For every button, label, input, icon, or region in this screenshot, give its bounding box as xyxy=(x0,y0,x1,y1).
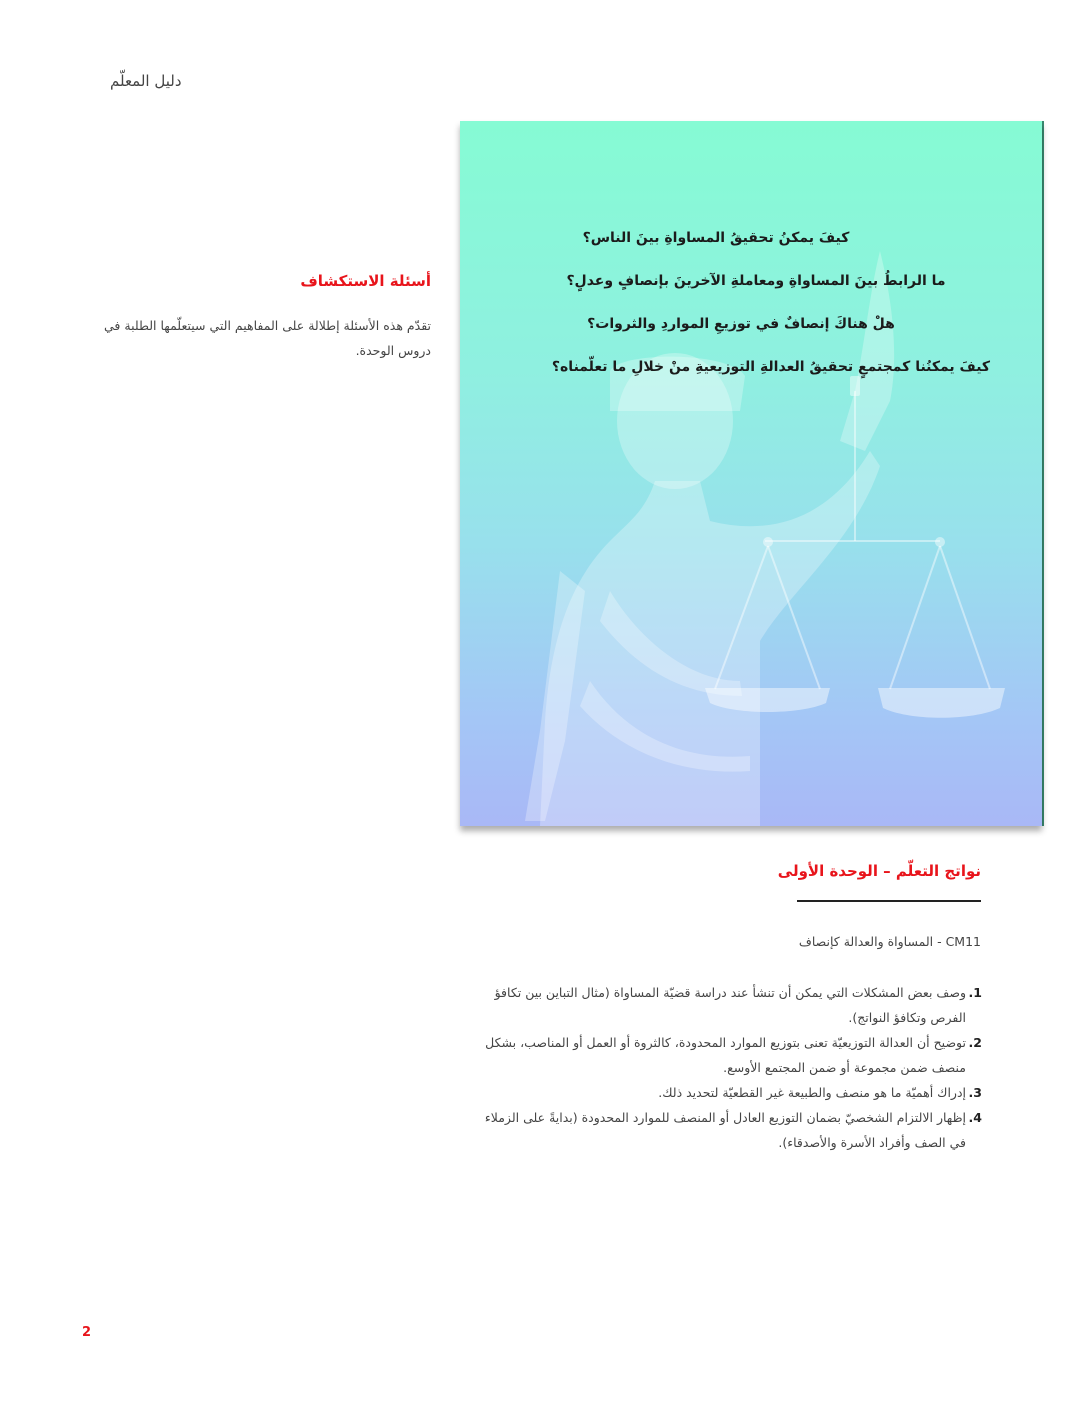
outcomes-title: نواتج التعلّم – الوحدة الأولى xyxy=(777,862,981,880)
item-number: 4. xyxy=(968,1110,982,1125)
item-text: إدراك أهميّة ما هو منصف والطبيعة غير القطعيّة لتحديد ذلك. xyxy=(658,1085,966,1100)
list-item xyxy=(466,1105,982,1155)
list-item xyxy=(466,980,982,1030)
header-title: دليل المعلّم xyxy=(110,72,182,90)
outcomes-list xyxy=(466,980,982,1155)
question-2: ما الرابطُ بينَ المساواةِ ومعاملةِ الآخرينَ بإنصافٍ وعدلٍ؟ xyxy=(566,273,946,289)
question-3: هلْ هناكَ إنصافٌ في توزيعِ المواردِ والثروات؟ xyxy=(587,316,895,332)
outcome-code-line: CM11 - المساواة والعدالة كإنصاف xyxy=(798,934,981,949)
exploration-title: أسئلة الاستكشاف xyxy=(300,272,431,290)
exploration-description: تقدّم هذه الأسئلة إطلالة على المفاهيم التي سيتعلّمها الطلبة في دروس الوحدة. xyxy=(104,318,431,358)
item-text: توضيح أن العدالة التوزيعيّة تعنى بتوزيع الموارد المحدودة، كالثروة أو العمل أو المناصب، بشكل منصف ضمن مجموعة أو ضمن المجتمع الأوسع. xyxy=(485,1035,966,1075)
list-item xyxy=(466,1080,982,1105)
item-text: إظهار الالتزام الشخصيّ بضمان التوزيع العادل أو المنصف للموارد المحدودة (بدايةً على الزملاء في الصف وأفراد الأسرة والأصدقاء). xyxy=(484,1110,966,1150)
item-number: 3. xyxy=(968,1085,982,1100)
item-number: 1. xyxy=(968,985,982,1000)
question-1: كيفَ يمكنُ تحقيقُ المساواةِ بينَ الناس؟ xyxy=(582,230,850,246)
hero-panel xyxy=(460,121,1042,826)
page-number: 2 xyxy=(82,1325,92,1340)
item-number: 2. xyxy=(968,1035,982,1050)
title-divider xyxy=(797,900,981,902)
item-text: وصف بعض المشكلات التي يمكن أن تنشأ عند دراسة قضيّة المساواة (مثال التباين بين تكافؤ الفرص وتكافؤ النواتج). xyxy=(494,985,966,1025)
question-4: كيفَ يمكنُنا كمجتمعٍ تحقيقُ العدالةِ التوزيعيةِ منْ خلالِ ما تعلّمناه؟ xyxy=(551,359,991,375)
exploration-questions xyxy=(460,226,1042,398)
list-item xyxy=(466,1030,982,1080)
